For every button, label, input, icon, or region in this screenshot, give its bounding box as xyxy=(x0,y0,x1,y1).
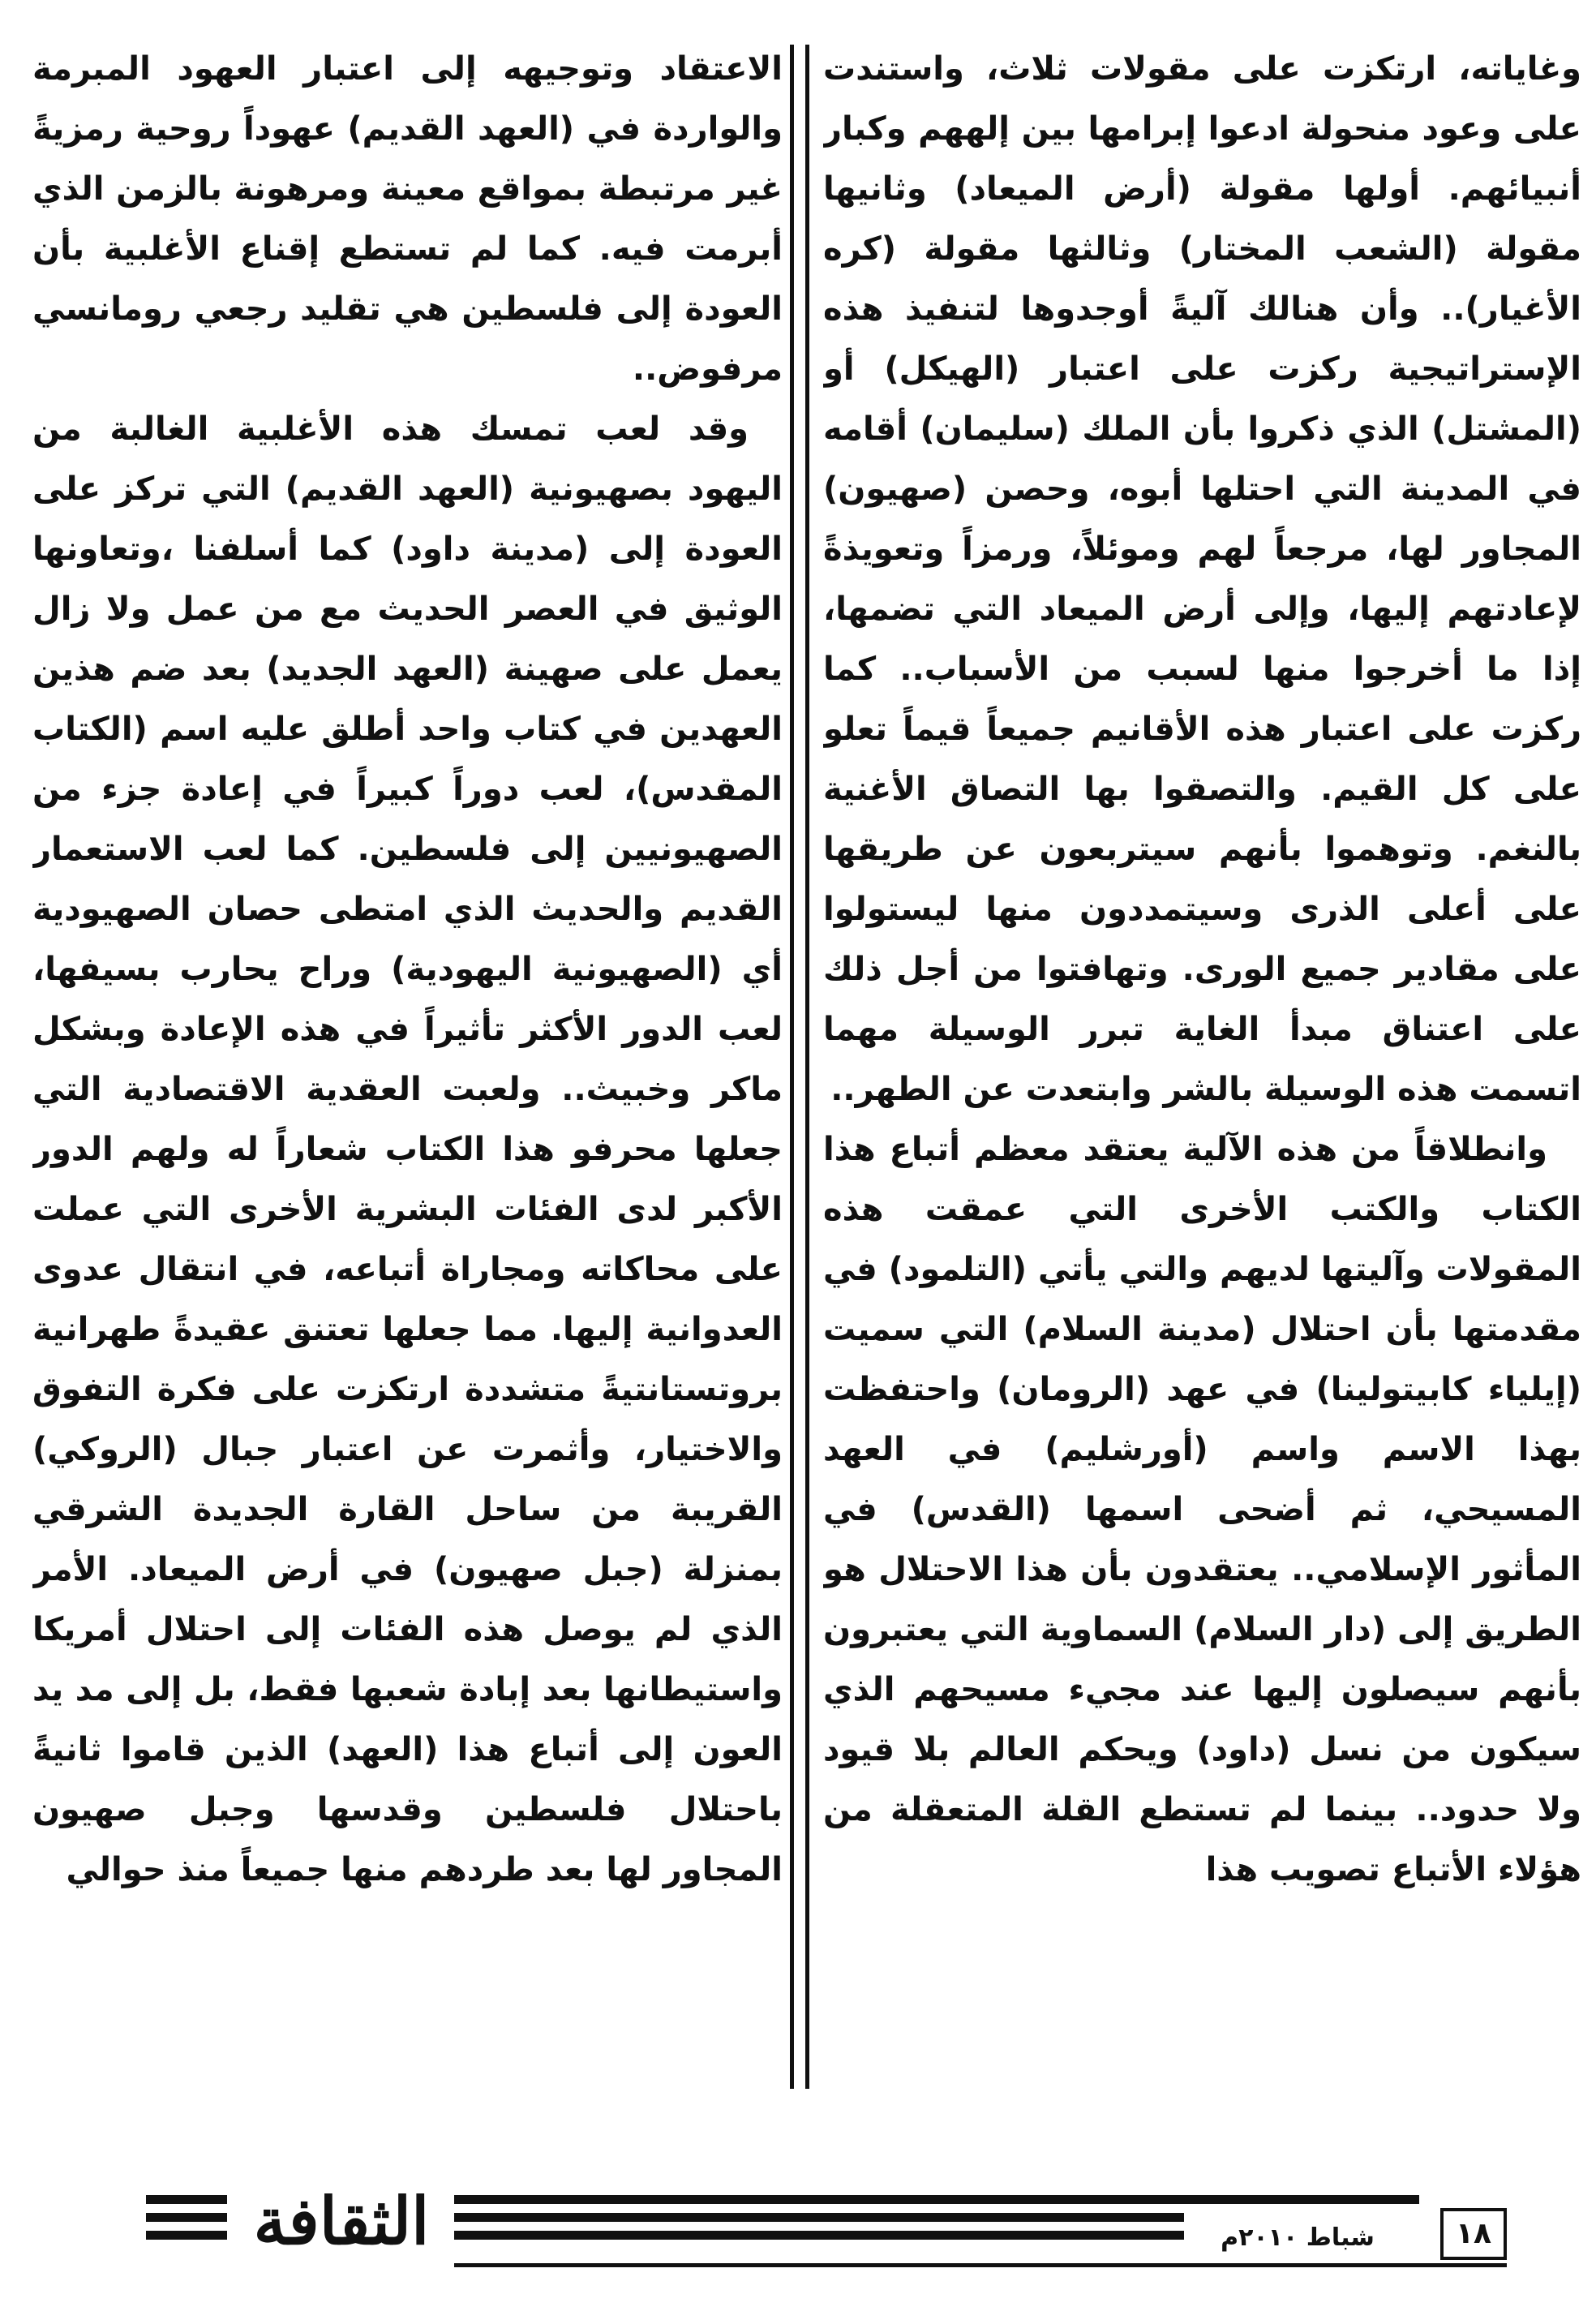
column-divider xyxy=(790,45,809,2089)
magazine-name: الثقافة xyxy=(253,2183,430,2259)
page-number: ١٨ xyxy=(1440,2208,1507,2260)
footer-rule xyxy=(454,2231,1184,2240)
issue-date: شباط ٢٠١٠م xyxy=(1221,2223,1375,2252)
footer-rule xyxy=(146,2231,227,2240)
footer-rule xyxy=(454,2213,1184,2222)
footer-rule xyxy=(146,2195,227,2204)
paragraph: وغاياته، ارتكزت على مقولات ثلاث، واستندت على وعود منحولة ادعوا إبرامها بين إلههم وكبار أنبيائهم. أولها مقولة (أرض الميعاد) وثانيها مقولة (الشعب المختار) وثالثها مقولة (كره الأغيار).. وأن هنالك آليةً أوجدوها لتنفيذ هذه الإستراتيجية ركزت على اعتبار (الهيكل) أو (المشتل) الذي ذكروا بأن الملك (سليمان) أقامه في المدينة التي احتلها أبوه، وحصن (صهيون) المجاور لها، مرجعاً لهم وموئلاً، ورمزاً وتعويذةً لإعادتهم إليها، وإلى أرض الميعاد التي تضمها، إذا ما أخرجوا منها لسبب من الأسباب.. كما ركزت على اعتبار هذه الأقانيم جميعاً قيماً تعلو على كل القيم. والتصقوا بها التصاق الأغنية بالنغم. وتوهموا بأنهم سيتربعون عن طريقها على أعلى الذرى وسيتمددون منها ليستولوا على مقادير جميع الورى. وتهافتوا من أجل ذلك على اعتناق مبدأ الغاية تبرر الوسيلة مهما اتسمت هذه الوسيلة بالشر وابتعدت عن الطهر.. xyxy=(823,50,1581,1108)
footer-rule xyxy=(454,2263,1507,2267)
text-column-left xyxy=(32,39,783,2099)
footer-rule xyxy=(146,2213,227,2222)
paragraph: وانطلاقاً من هذه الآلية يعتقد معظم أتباع هذا الكتاب والكتب الأخرى التي عمقت هذه المقولات وآليتها لديهم والتي يأتي (التلمود) في مقدمتها بأن احتلال (مدينة السلام) التي سميت (إيلياء كابيتولينا) في عهد (الرومان) واحتفظت بهذا الاسم واسم (أورشليم) في العهد المسيحي، ثم أضحى اسمها (القدس) في المأثور الإسلامي.. يعتقدون بأن هذا الاحتلال هو الطريق إلى (دار السلام) السماوية التي يعتبرون بأنهم سيصلون إليها عند مجيء مسيحهم الذي سيكون من نسل (داود) ويحكم العالم بلا قيود ولا حدود.. بينما لم تستطع القلة المتعقلة من هؤلاء الأتباع تصويب هذا xyxy=(823,1131,1581,1888)
footer-rule xyxy=(454,2195,1419,2204)
paragraph: وقد لعب تمسك هذه الأغلبية الغالبة من اليهود بصهيونية (العهد القديم) التي تركز على العودة إلى (مدينة داود) كما أسلفنا ،وتعاونها الوثيق في العصر الحديث مع من عمل ولا زال يعمل على صهينة (العهد الجديد) بعد ضم هذين العهدين في كتاب واحد أطلق عليه اسم (الكتاب المقدس)، لعب دوراً كبيراً في إعادة جزء من الصهيونيين إلى فلسطين. كما لعب الاستعمار القديم والحديث الذي امتطى حصان الصهيودية أي (الصهيونية اليهودية) وراح يحارب بسيفها، لعب الدور الأكثر تأثيراً في هذه الإعادة وبشكل ماكر وخبيث.. ولعبت العقدية الاقتصادية التي جعلها محرفو هذا الكتاب شعاراً له ولهم الدور الأكبر لدى الفئات البشرية الأخرى التي عملت على محاكاته ومجاراة أتباعه، في انتقال عدوى العدوانية إليها. مما جعلها تعتنق عقيدةً طهرانية بروتستانتيةً متشددة ارتكزت على فكرة التفوق والاختيار، وأثمرت عن اعتبار جبال (الروكي) القريبة من ساحل القارة الجديدة الشرقي بمنزلة (جبل صهيون) في أرض الميعاد. الأمر الذي لم يوصل هذه الفئات إلى احتلال أمريكا واستيطانها بعد إبادة شعبها فقط، بل إلى مد يد العون إلى أتباع هذا (العهد) الذين قاموا ثانيةً باحتلال فلسطين وقدسها وجبل صهيون المجاور لها بعد طردهم منها جميعاً منذ حوالي xyxy=(32,410,783,1888)
paragraph: الاعتقاد وتوجيهه إلى اعتبار العهود المبرمة والواردة في (العهد القديم) عهوداً روحية رمزيةً غير مرتبطة بمواقع معينة ومرهونة بالزمن الذي أبرمت فيه. كما لم تستطع إقناع الأغلبية بأن العودة إلى فلسطين هي تقليد رجعي رومانسي مرفوض.. xyxy=(32,50,783,388)
text-column-right xyxy=(823,39,1581,2099)
